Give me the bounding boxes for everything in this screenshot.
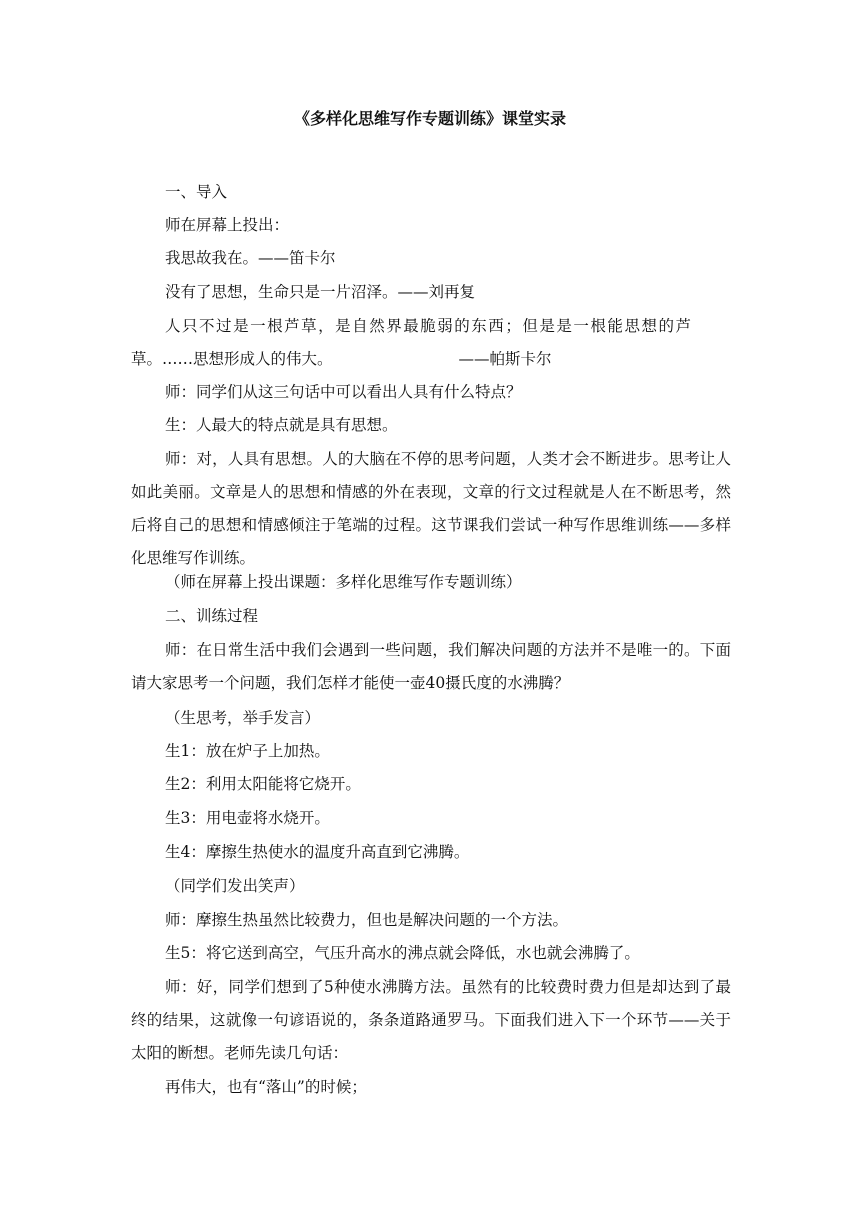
paragraph: 生3：用电壶将水烧开。 xyxy=(165,809,330,827)
section-heading-process: 二、训练过程 xyxy=(165,607,259,625)
paragraph: 再伟大，也有“落山”的时候； xyxy=(165,1078,367,1096)
paragraph: 师：摩擦生热虽然比较费力，但也是解决问题的一个方法。 xyxy=(165,911,569,929)
paragraph: （生思考，举手发言） xyxy=(165,709,321,727)
paragraph: 生1：放在炉子上加热。 xyxy=(165,742,330,760)
paragraph: 师：同学们从这三句话中可以看出人具有什么特点？ xyxy=(165,383,522,401)
paragraph: （师在屏幕上投出课题：多样化思维写作专题训练） xyxy=(165,573,522,591)
paragraph: 生5：将它送到高空，气压升高水的沸点就会降低，水也就会沸腾了。 xyxy=(165,944,640,962)
paragraph: （同学们发出笑声） xyxy=(165,877,305,895)
paragraph: 师：对，人具有思想。人的大脑在不停的思考问题，人类才会不断进步。思考让人如此美丽。文章是人的思想和情感的外在表现，文章的行文过程就是人在不断思考，然后将自己的思想和情感倾注于笔端的过程。这节课我们尝试一种写作思维训练——多样化思维写作训练。 xyxy=(131,450,731,567)
paragraph: 师在屏幕上投出： xyxy=(165,216,290,234)
document-title: 《多样化思维写作专题训练》课堂实录 xyxy=(293,109,566,128)
paragraph: 师：好，同学们想到了5种使水沸腾方法。虽然有的比较费时费力但是却达到了最终的结果，这就像一句谚语说的，条条道路通罗马。下面我们进入下一个环节——关于太阳的断想。老师先读几句话： xyxy=(131,978,731,1062)
paragraph: 生2：利用太阳能将它烧开。 xyxy=(165,775,361,793)
quote-pascal xyxy=(131,310,691,376)
paragraph: 生4：摩擦生热使水的温度升高直到它沸腾。 xyxy=(165,843,470,861)
paragraph: 生：人最大的特点就是具有思想。 xyxy=(165,416,398,434)
quote-descartes: 我思故我在。——笛卡尔 xyxy=(165,249,336,267)
quote-pascal-text: 人只不过是一根芦草，是自然界最脆弱的东西；但是是一根能思想的芦草。……思想形成人的伟大。 xyxy=(131,317,691,368)
paragraph: 师：在日常生活中我们会遇到一些问题，我们解决问题的方法并不是唯一的。下面请大家思考一个问题，我们怎样才能使一壶40摄氏度的水沸腾？ xyxy=(131,641,731,692)
quote-pascal-attribution: ——帕斯卡尔 xyxy=(458,350,552,368)
section-heading-intro: 一、导入 xyxy=(165,183,228,201)
quote-liu-zaifu: 没有了思想，生命只是一片沼泽。——刘再复 xyxy=(165,283,476,301)
